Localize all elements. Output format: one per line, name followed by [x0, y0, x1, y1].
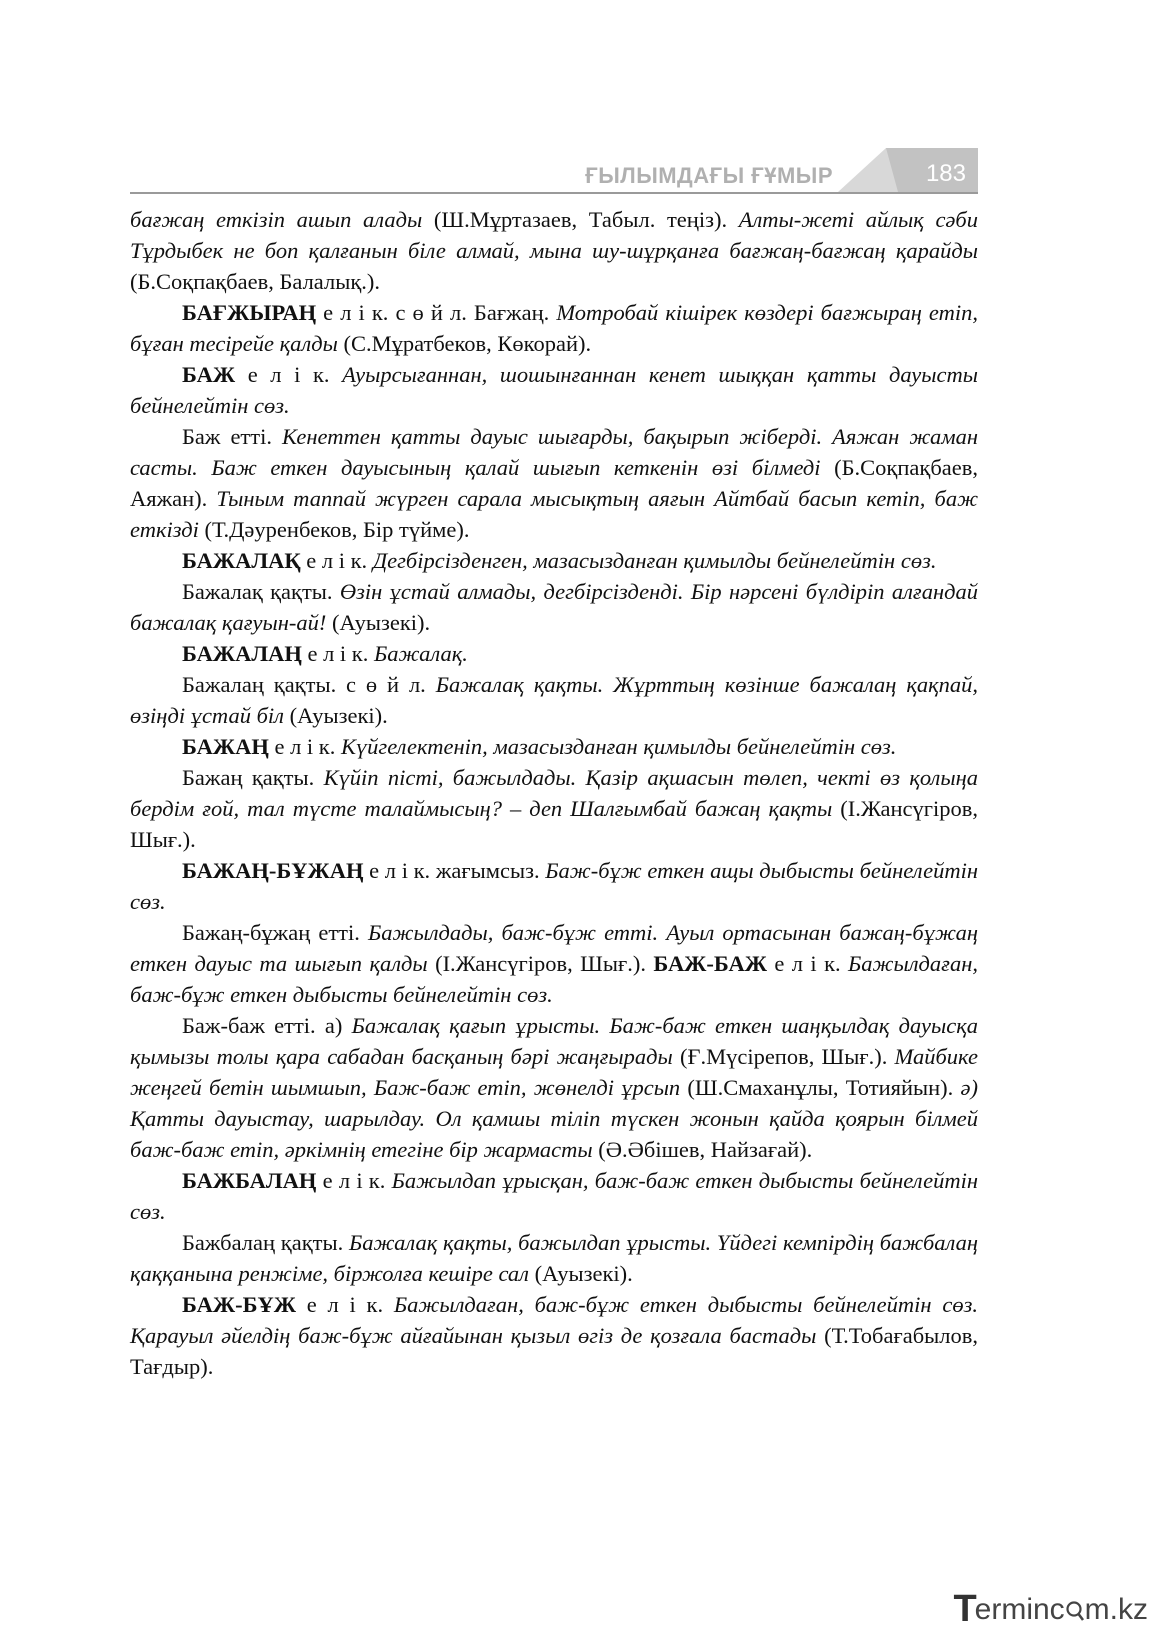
entry-paragraph [130, 855, 978, 917]
plain-text: Бажбалаң қақты. [182, 1230, 349, 1255]
plain-text: е л і к. [300, 548, 373, 573]
plain-text: е л і к. [268, 734, 341, 759]
plain-text: (Ш.Мұртазаев, Табыл. теңіз). [422, 207, 739, 232]
plain-text: (Ауызекі). [283, 703, 388, 728]
watermark-text-start: erminc [974, 1592, 1065, 1626]
plain-text: е л і к. [767, 951, 849, 976]
plain-text: (Б.Соқпақбаев, Аяжан). [130, 455, 978, 511]
italic-text: ә) Қатты дауыстау, шарылдау. Ол қамшы тіліп түскен жонын қайда қоярын білмей баж-баж етіп, әркімнің етегіне бір жармасты [130, 1075, 978, 1162]
entry-paragraph [130, 638, 978, 669]
entry-paragraph [130, 1227, 978, 1289]
plain-text: е л і к. [301, 641, 374, 666]
entry-paragraph [130, 204, 978, 297]
italic-text: Тыным таппай жүрген сарала мысықтың аяғын Айтбай басып кетіп, баж еткізді [130, 486, 979, 542]
entry-paragraph [130, 297, 978, 359]
entry-paragraph [130, 576, 978, 638]
italic-text: Бажылдады, баж-бұж етті. Ауыл ортасынан бажаң-бұжаң еткен дауыс та шығып қалды [130, 920, 978, 976]
entry-paragraph [130, 1010, 978, 1165]
italic-text: Алты-жеті айлық сәби Тұрдыбек не боп қалғанын біле алмай, мына шу-шұрқанға бағжаң-бағжаң қарайды [130, 207, 978, 263]
plain-text: Бажаң қақты. [182, 765, 324, 790]
plain-text: е л і к. [235, 362, 343, 387]
plain-text: е л і к. с ө й л. Бағжаң. [316, 300, 557, 325]
running-title: ҒЫЛЫМДАҒЫ ҒҰМЫР [585, 163, 833, 188]
plain-text: (Ғ.Мүсірепов, Шығ.). [672, 1044, 895, 1069]
headword: БАЖ [182, 362, 236, 387]
page-number-tab [838, 148, 978, 192]
plain-text: Баж-баж етті. а) [182, 1013, 352, 1038]
headword: БАҒЖЫРАҢ [182, 300, 317, 325]
italic-text: Бажалақ қағып ұрысты. Баж-баж еткен шаңқылдақ дауысқа қымызы толы қара сабадан басқаның бәрі жаңғырады [130, 1013, 978, 1069]
italic-text: Күйгелектеніп, мазасызданған қимылды бейнелейтін сөз. [340, 734, 897, 759]
italic-text: Ауырсығаннан, шошынғаннан кенет шыққан қатты дауысты бейнелейтін сөз. [130, 362, 978, 418]
headword: БАЖБАЛАҢ [182, 1168, 317, 1193]
headword: БАЖАЛАҢ [182, 641, 302, 666]
plain-text: (С.Мұратбеков, Көкорай). [337, 331, 592, 356]
plain-text: (І.Жансүгіров, Шығ.). [130, 796, 978, 852]
entry-paragraph [130, 545, 978, 576]
plain-text: Бажалаң қақты. с ө й л. [182, 672, 436, 697]
italic-text: Бажалақ қақты. Жұрттың көзінше бажалаң қақпай, өзіңді ұстай біл [130, 672, 978, 728]
page-header [130, 140, 978, 196]
italic-text: Бажылдаған, баж-бұж еткен дыбысты бейнелейтін сөз. [130, 951, 978, 1007]
entry-paragraph [130, 1165, 978, 1227]
entry-paragraph [130, 669, 978, 731]
entry-paragraph [130, 359, 978, 421]
headword: БАЖ-БАЖ [653, 951, 768, 976]
plain-text: (Б.Соқпақбаев, Балалық.). [130, 269, 381, 294]
plain-text: (І.Жансүгіров, Шығ.). [427, 951, 654, 976]
plain-text: е л і к. [295, 1292, 394, 1317]
italic-text: Мотробай кішірек көздері бағжыраң етіп, бұған тесірейе қалды [130, 300, 978, 356]
plain-text: е л і к. [316, 1168, 392, 1193]
plain-text: (Ауызекі). [326, 610, 431, 635]
entry-paragraph [130, 917, 978, 1010]
headword: БАЖ-БҰЖ [182, 1292, 296, 1317]
headword: БАЖАҢ-БҰЖАҢ [182, 858, 364, 883]
italic-text: Бажылдаған, баж-бұж еткен дыбысты бейнелейтін сөз. Қарауыл әйелдің баж-бұж айғайынан қызыл өгіз де қозғала бастады [130, 1292, 978, 1348]
plain-text: (Ә.Әбішев, Найзағай). [592, 1137, 813, 1162]
italic-text: Бажылдап ұрысқан, баж-баж еткен дыбысты бейнелейтін сөз. [130, 1168, 978, 1224]
entry-paragraph [130, 1289, 978, 1382]
italic-text: Дегбірсізденген, мазасызданған қимылды бейнелейтін сөз. [372, 548, 937, 573]
entry-paragraph [130, 762, 978, 855]
plain-text: Баж етті. [182, 424, 282, 449]
italic-text: Бажалақ қақты, бажылдап ұрысты. Үйдегі кемпірдің бажбалаң қаққанына ренжіме, біржолға кешіре сал [130, 1230, 979, 1286]
plain-text: (Т.Дәуренбеков, Бір түйме). [198, 517, 470, 542]
watermark [953, 1588, 1148, 1631]
italic-text: Бажалақ. [374, 641, 468, 666]
header-rule [130, 192, 978, 194]
italic-text: Кенеттен қатты дауыс шығарды, бақырып жіберді. Аяжан жаман састы. Баж еткен дауысының қалай шығып кеткенін өзі білмеді [130, 424, 978, 480]
watermark-mark: T [953, 1588, 977, 1630]
plain-text: (Т.Тобағабылов, Тағдыр). [130, 1323, 978, 1379]
plain-text: Бажалақ қақты. [182, 579, 340, 604]
headword: БАЖАҢ [182, 734, 269, 759]
italic-text: бағжаң еткізіп ашып алады [130, 207, 423, 232]
plain-text: (Ауызекі). [528, 1261, 633, 1286]
plain-text: е л і к. жағымсыз. [363, 858, 546, 883]
italic-text: Майбике жеңгей бетін шымшып, Баж-баж етіп, жөнелді ұрсып [130, 1044, 978, 1100]
entry-paragraph [130, 421, 978, 545]
dictionary-text [130, 204, 978, 1382]
watermark-text-end: m.kz [1084, 1592, 1148, 1626]
page-number: 183 [925, 160, 966, 187]
italic-text: Баж-бұж еткен ащы дыбысты бейнелейтін сөз. [130, 858, 978, 914]
italic-text: Өзін ұстай алмады, дегбірсізденді. Бір нәрсені бүлдіріп алғандай бажалақ қағуын-ай! [130, 579, 978, 635]
plain-text: (Ш.Смаханұлы, Тотияйын). [680, 1075, 961, 1100]
entry-paragraph [130, 731, 978, 762]
magnifier-icon [1065, 1597, 1085, 1623]
italic-text: Күйіп пісті, бажылдады. Қазір ақшасын төлеп, чекті өз қолыңа бердім ғой, тал түсте талаймысың? – деп Шалғымбай бажаң қақты [130, 765, 978, 821]
headword: БАЖАЛАҚ [182, 548, 301, 573]
plain-text: Бажаң-бұжаң етті. [182, 920, 368, 945]
